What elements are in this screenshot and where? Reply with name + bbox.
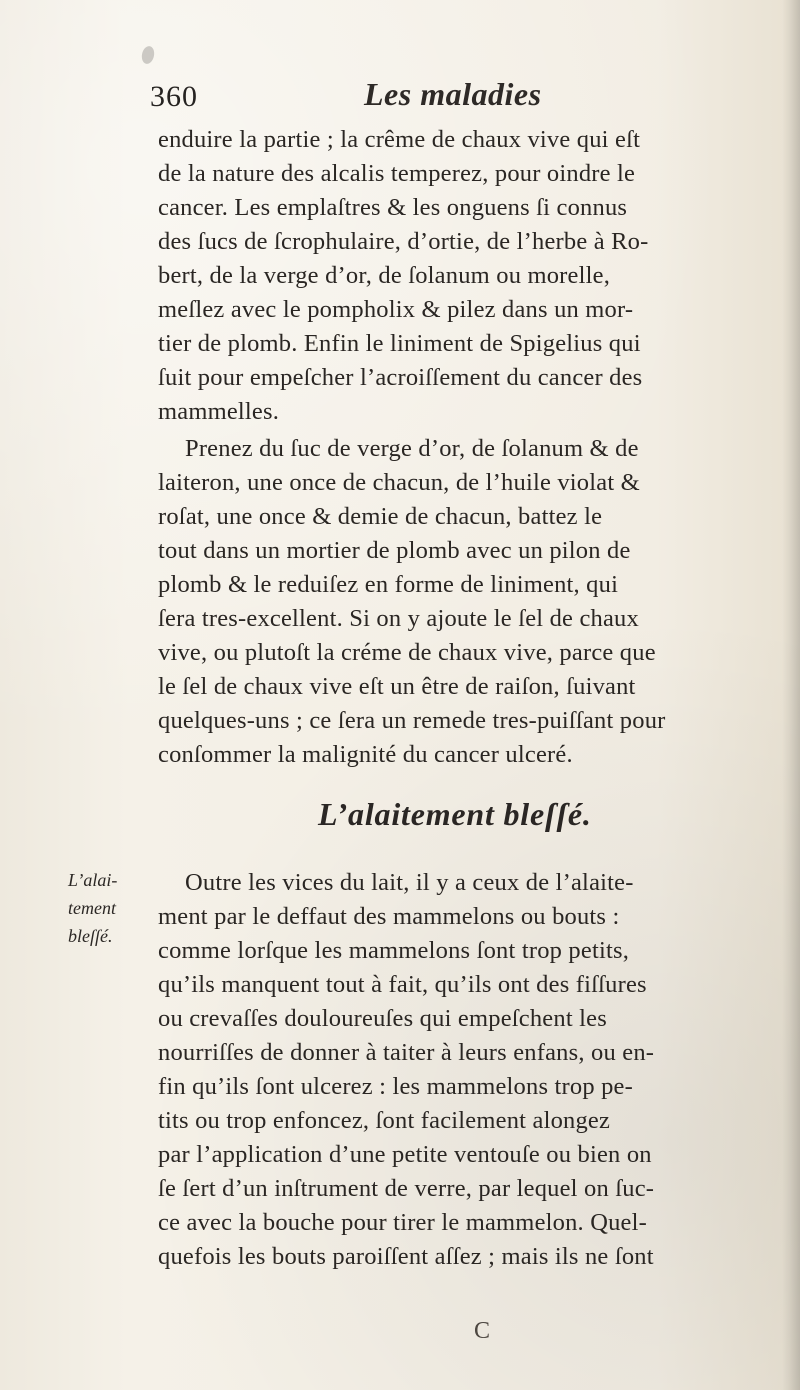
text-line-6: meſlez avec le pompholix & pilez dans un mor- — [158, 296, 634, 323]
text-line-12: roſat, une once & demie de chacun, battez le — [158, 503, 603, 530]
text-line-25: nourriſſes de donner à taiter à leurs enfans, ou en- — [158, 1039, 655, 1066]
text-line-26: fin qu’ils ſont ulcerez : les mammelons trop pe- — [158, 1073, 633, 1100]
ink-mark — [140, 45, 155, 65]
section-heading: L’alaitement bleſſé. — [318, 796, 592, 832]
signature-mark: C — [474, 1318, 491, 1344]
text-line-30: ce avec la bouche pour tirer le mammelon. Quel- — [158, 1209, 647, 1236]
text-line-19: conſommer la malignité du cancer ulceré. — [158, 741, 573, 768]
text-line-28: par l’application d’une petite ventouſe ou bien on — [158, 1141, 652, 1168]
text-line-24: ou crevaſſes douloureuſes qui empeſchent les — [158, 1005, 607, 1032]
text-line-17: le ſel de chaux vive eſt un être de raiſon, ſuivant — [158, 673, 636, 700]
running-title: Les maladies — [364, 76, 542, 112]
text-line-27: tits ou trop enfoncez, ſont facilement alongez — [158, 1107, 611, 1134]
text-line-18: quelques-uns ; ce ſera un remede tres-puiſſant pour — [158, 707, 666, 734]
text-line-1: enduire la partie ; la crême de chaux vive qui eſt — [158, 126, 641, 153]
text-line-29: ſe ſert d’un inſtrument de verre, par lequel on ſuc- — [158, 1175, 655, 1202]
text-line-14: plomb & le reduiſez en forme de liniment, qui — [158, 571, 619, 598]
text-line-13: tout dans un mortier de plomb avec un pilon de — [158, 537, 631, 564]
text-line-10: Prenez du ſuc de verge d’or, de ſolanum & de — [185, 435, 639, 462]
margin-note-line-2: tement — [68, 898, 116, 918]
text-line-7: tier de plomb. Enfin le liniment de Spigelius qui — [158, 330, 641, 357]
text-line-2: de la nature des alcalis temperez, pour oindre le — [158, 160, 636, 187]
page-header — [150, 76, 790, 120]
page-number: 360 — [150, 80, 198, 113]
text-line-11: laiteron, une once de chacun, de l’huile violat & — [158, 469, 640, 496]
text-line-31: quefois les bouts paroiſſent aſſez ; mais ils ne ſont — [158, 1243, 654, 1270]
text-line-21: ment par le deffaut des mammelons ou bouts : — [158, 903, 620, 930]
text-line-15: ſera tres-excellent. Si on y ajoute le ſel de chaux — [158, 605, 639, 632]
text-line-22: comme lorſque les mammelons ſont trop petits, — [158, 937, 630, 964]
text-line-8: ſuit pour empeſcher l’acroiſſement du cancer des — [158, 364, 643, 391]
margin-note-line-3: bleſſé. — [68, 926, 113, 946]
text-line-23: qu’ils manquent tout à fait, qu’ils ont des fiſſures — [158, 971, 647, 998]
text-line-3: cancer. Les emplaſtres & les onguens ſi connus — [158, 194, 628, 221]
text-line-20: Outre les vices du lait, il y a ceux de l’alaite- — [185, 869, 634, 896]
text-line-16: vive, ou plutoſt la créme de chaux vive, parce que — [158, 639, 656, 666]
text-line-4: des ſucs de ſcrophulaire, d’ortie, de l’herbe à Ro- — [158, 228, 649, 255]
text-line-5: bert, de la verge d’or, de ſolanum ou morelle, — [158, 262, 611, 289]
margin-note-line-1: L’alai- — [68, 870, 118, 890]
text-line-9: mammelles. — [158, 398, 280, 425]
margin-note — [68, 866, 140, 950]
